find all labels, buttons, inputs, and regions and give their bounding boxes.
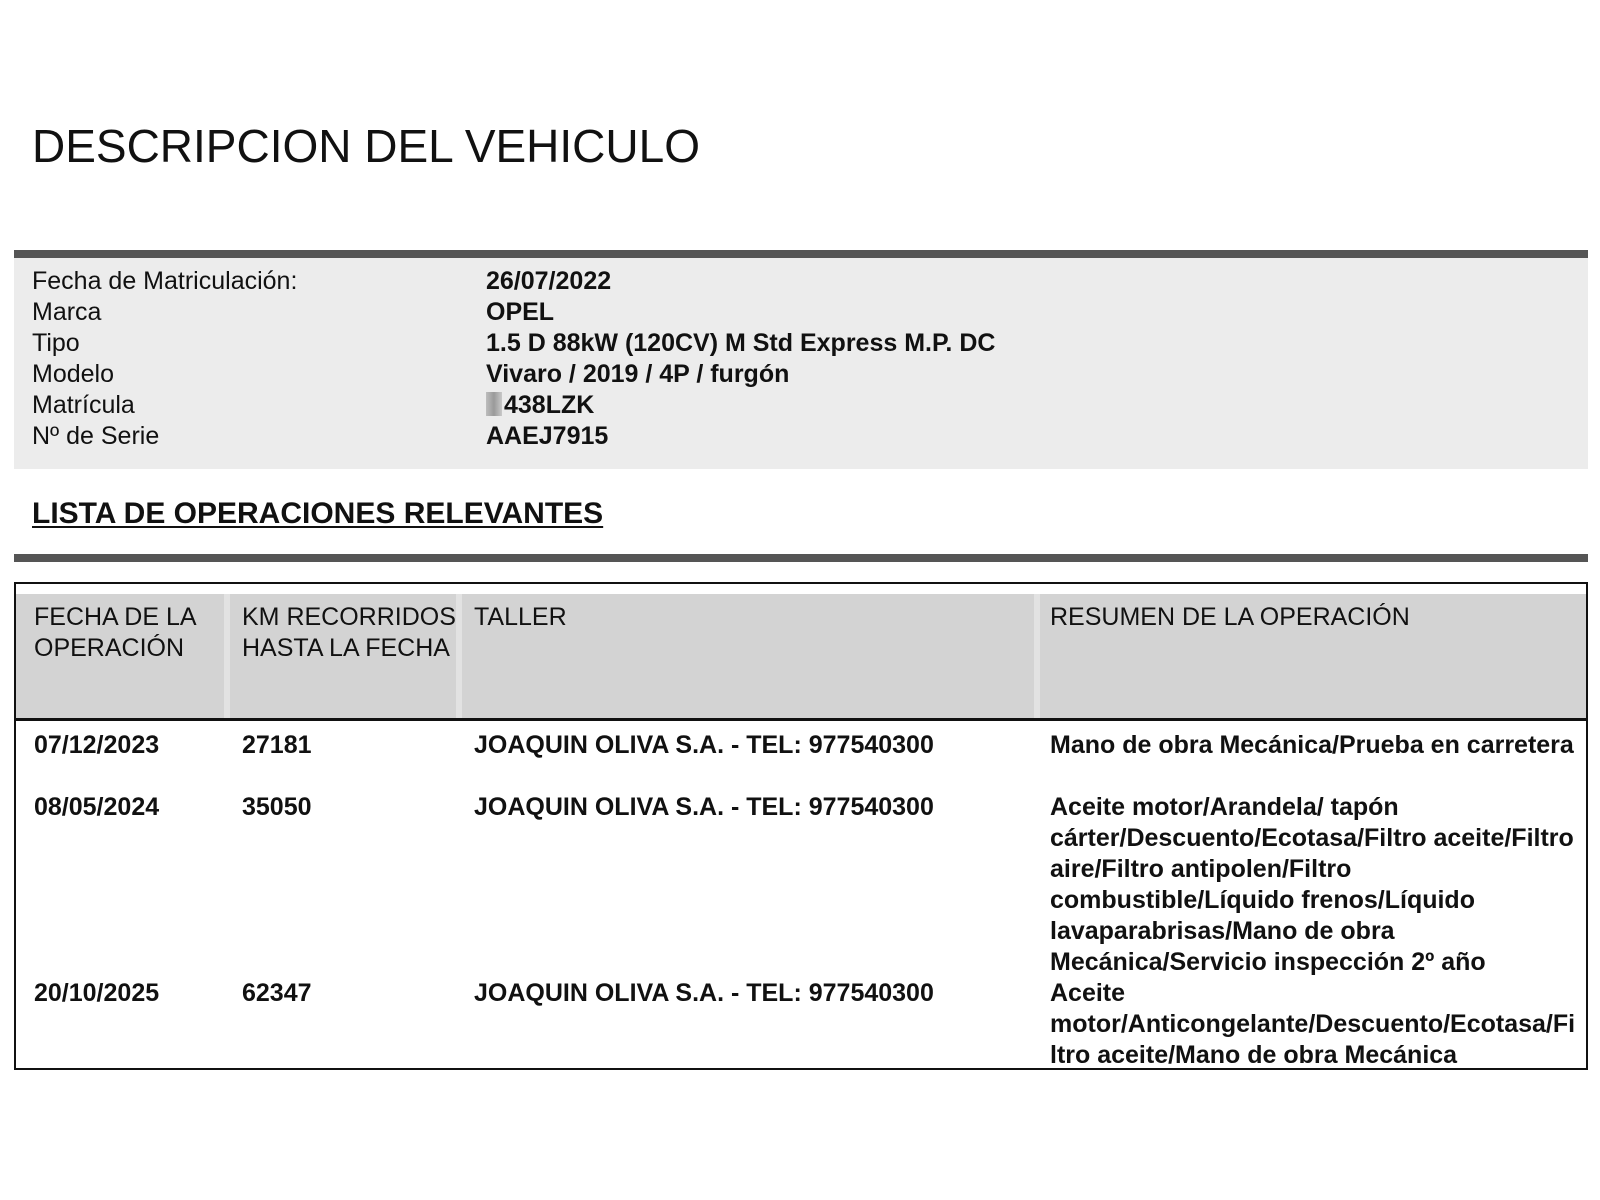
serial-value: AAEJ7915 [486,422,609,450]
row-date: 08/05/2024 [34,793,160,821]
brand-row [32,297,1572,328]
model-value: Vivaro / 2019 / 4P / furgón [486,360,790,388]
row-km: 27181 [242,731,312,759]
model-label: Modelo [32,360,114,388]
type-value: 1.5 D 88kW (120CV) M Std Express M.P. DC [486,329,996,357]
vehicle-details-panel [14,258,1588,469]
row-workshop: JOAQUIN OLIVA S.A. - TEL: 977540300 [474,793,934,821]
plate-label: Matrícula [32,391,135,419]
header-workshop: TALLER [474,603,567,631]
section-divider [14,250,1588,258]
column-separator [1034,594,1040,718]
brand-value: OPEL [486,298,555,326]
header-km: KM RECORRIDOS HASTA LA FECHA [242,603,456,662]
type-row [32,328,1572,359]
row-date: 20/10/2025 [34,979,160,1007]
brand-label: Marca [32,298,102,326]
row-km: 35050 [242,793,312,821]
registration-date-value: 26/07/2022 [486,267,612,295]
row-km: 62347 [242,979,312,1007]
header-summary: RESUMEN DE LA OPERACIÓN [1050,603,1410,631]
type-label: Tipo [32,329,80,357]
serial-label: Nº de Serie [32,422,160,450]
model-row [32,359,1572,390]
plate-value: 438LZK [504,391,595,419]
registration-date-label: Fecha de Matriculación: [32,267,298,295]
serial-row [32,421,1572,452]
table-header [16,594,1586,721]
redacted-mark [486,392,502,416]
row-summary: Aceite motor/Arandela/ tapón cárter/Descuento/Ecotasa/Filtro aceite/Filtro aire/Filtro antipolen/Filtro combustible/Líquido frenos/Líquido lavaparabrisas/Mano de obra Mecánica/Servicio inspección 2º año [1050,793,1574,976]
section-divider [14,554,1588,562]
table-row [16,730,1586,792]
row-summary: Aceite motor/Anticongelante/Descuento/Ecotasa/Filtro aceite/Mano de obra Mecánica [1050,979,1576,1069]
registration-date-row [32,266,1572,297]
plate-value-wrapper [486,390,594,421]
table-row [16,792,1586,978]
table-row [16,978,1586,1071]
operations-title: LISTA DE OPERACIONES RELEVANTES [32,497,604,530]
row-workshop: JOAQUIN OLIVA S.A. - TEL: 977540300 [474,731,934,759]
row-workshop: JOAQUIN OLIVA S.A. - TEL: 977540300 [474,979,934,1007]
plate-row [32,390,1572,421]
row-summary: Mano de obra Mecánica/Prueba en carretera [1050,731,1574,759]
operations-table [14,582,1588,1070]
header-date: FECHA DE LA OPERACIÓN [34,603,196,662]
row-date: 07/12/2023 [34,731,160,759]
page-title: DESCRIPCION DEL VEHICULO [32,120,700,172]
